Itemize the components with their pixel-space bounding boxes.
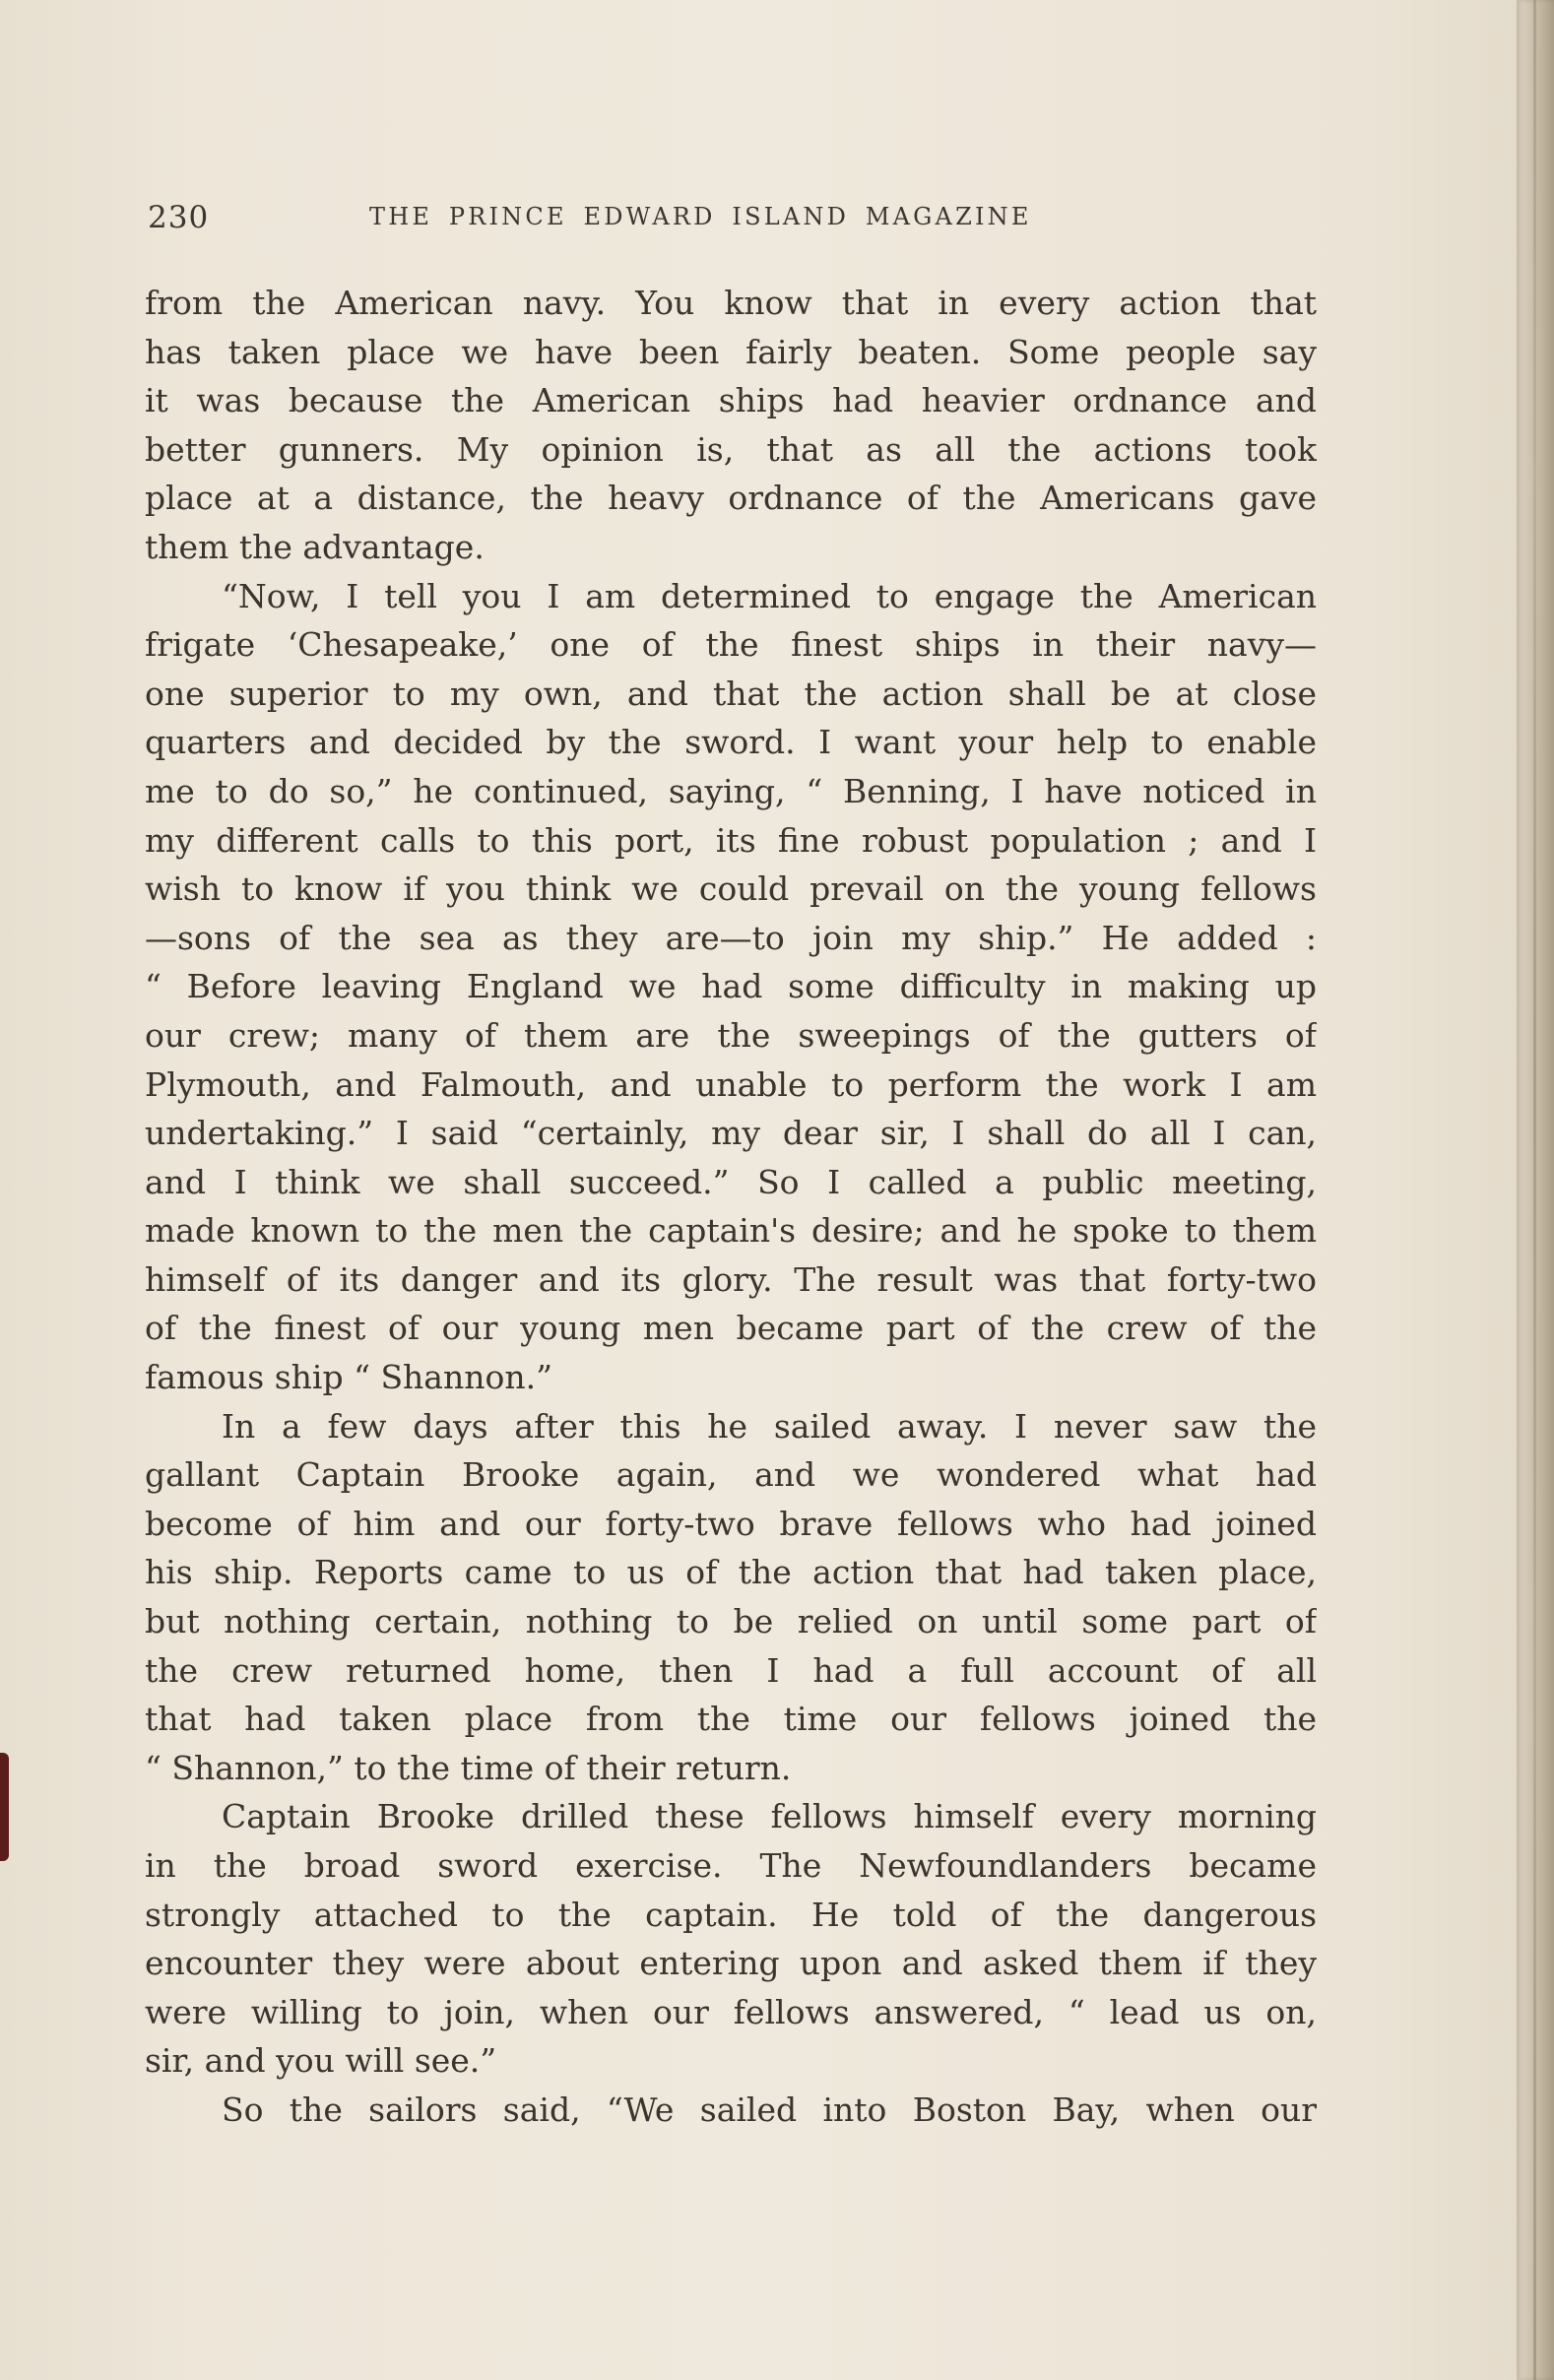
text-line: that had taken place from the time our fellows joined the [145,1700,1317,1739]
text-line: has taken place we have been fairly beaten. Some people say [145,332,1317,371]
body-text [145,279,1317,2135]
text-line: “ Before leaving England we had some difficulty in making up [145,967,1317,1006]
text-line: but nothing certain, nothing to be relied on until some part of [145,1602,1317,1641]
text-line: become of him and our forty-two brave fellows who had joined [145,1504,1317,1543]
text-line: “Now, I tell you I am determined to engage the American [222,576,1317,615]
text-line: “ Shannon,” to the time of their return. [145,1748,792,1787]
text-line: quarters and decided by the sword. I want your help to enable [145,723,1317,762]
binding-mark [0,1753,9,1861]
text-line: In a few days after this he sailed away. I never saw the [222,1406,1317,1446]
text-line: his ship. Reports came to us of the action that had taken place, [145,1553,1317,1592]
text-line: them the advantage. [145,527,485,566]
text-line: and I think we shall succeed.” So I called a public meeting, [145,1162,1317,1201]
running-head [148,200,1133,239]
text-line: encounter they were about entering upon and asked them if they [145,1944,1317,1983]
text-line: of the finest of our young men became part of the crew of the [145,1309,1317,1348]
text-line: me to do so,” he continued, saying, “ Benning, I have noticed in [145,771,1317,810]
text-line: it was because the American ships had heavier ordnance and [145,381,1317,420]
page-edge-shadow [1533,0,1536,2380]
text-line: frigate ‘Chesapeake,’ one of the finest ships in their navy— [145,625,1317,665]
text-line: So the sailors said, “We sailed into Boston Bay, when our [222,2090,1317,2129]
text-line: —sons of the sea as they are—to join my ship.” He added : [145,918,1317,957]
text-line: were willing to join, when our fellows answered, “ lead us on, [145,1992,1317,2031]
text-line: better gunners. My opinion is, that as all the actions took [145,429,1317,469]
page-number: 230 [148,200,210,235]
text-line: place at a distance, the heavy ordnance of the Americans gave [145,479,1317,518]
text-line: made known to the men the captain's desire; and he spoke to them [145,1211,1317,1251]
text-line: Plymouth, and Falmouth, and unable to perform the work I am [145,1064,1317,1104]
text-line: wish to know if you think we could prevail on the young fellows [145,869,1317,909]
text-line: our crew; many of them are the sweepings of the gutters of [145,1015,1317,1055]
text-line: gallant Captain Brooke again, and we wondered what had [145,1455,1317,1495]
text-line: sir, and you will see.” [145,2041,497,2081]
text-line: undertaking.” I said “certainly, my dear sir, I shall do all I can, [145,1114,1317,1153]
text-line: Captain Brooke drilled these fellows himself every morning [222,1797,1317,1836]
text-line: one superior to my own, and that the action shall be at close [145,674,1317,713]
text-line: the crew returned home, then I had a full account of all [145,1650,1317,1690]
text-line: my different calls to this port, its fine robust population ; and I [145,820,1317,860]
text-line: from the American navy. You know that in every action that [145,284,1317,322]
text-line: strongly attached to the captain. He told of the dangerous [145,1895,1317,1934]
running-title: THE PRINCE EDWARD ISLAND MAGAZINE [369,203,1032,230]
text-line: famous ship “ Shannon.” [145,1358,552,1397]
text-line: himself of its danger and its glory. The result was that forty-two [145,1259,1317,1299]
text-line: in the broad sword exercise. The Newfoundlanders became [145,1846,1317,1885]
